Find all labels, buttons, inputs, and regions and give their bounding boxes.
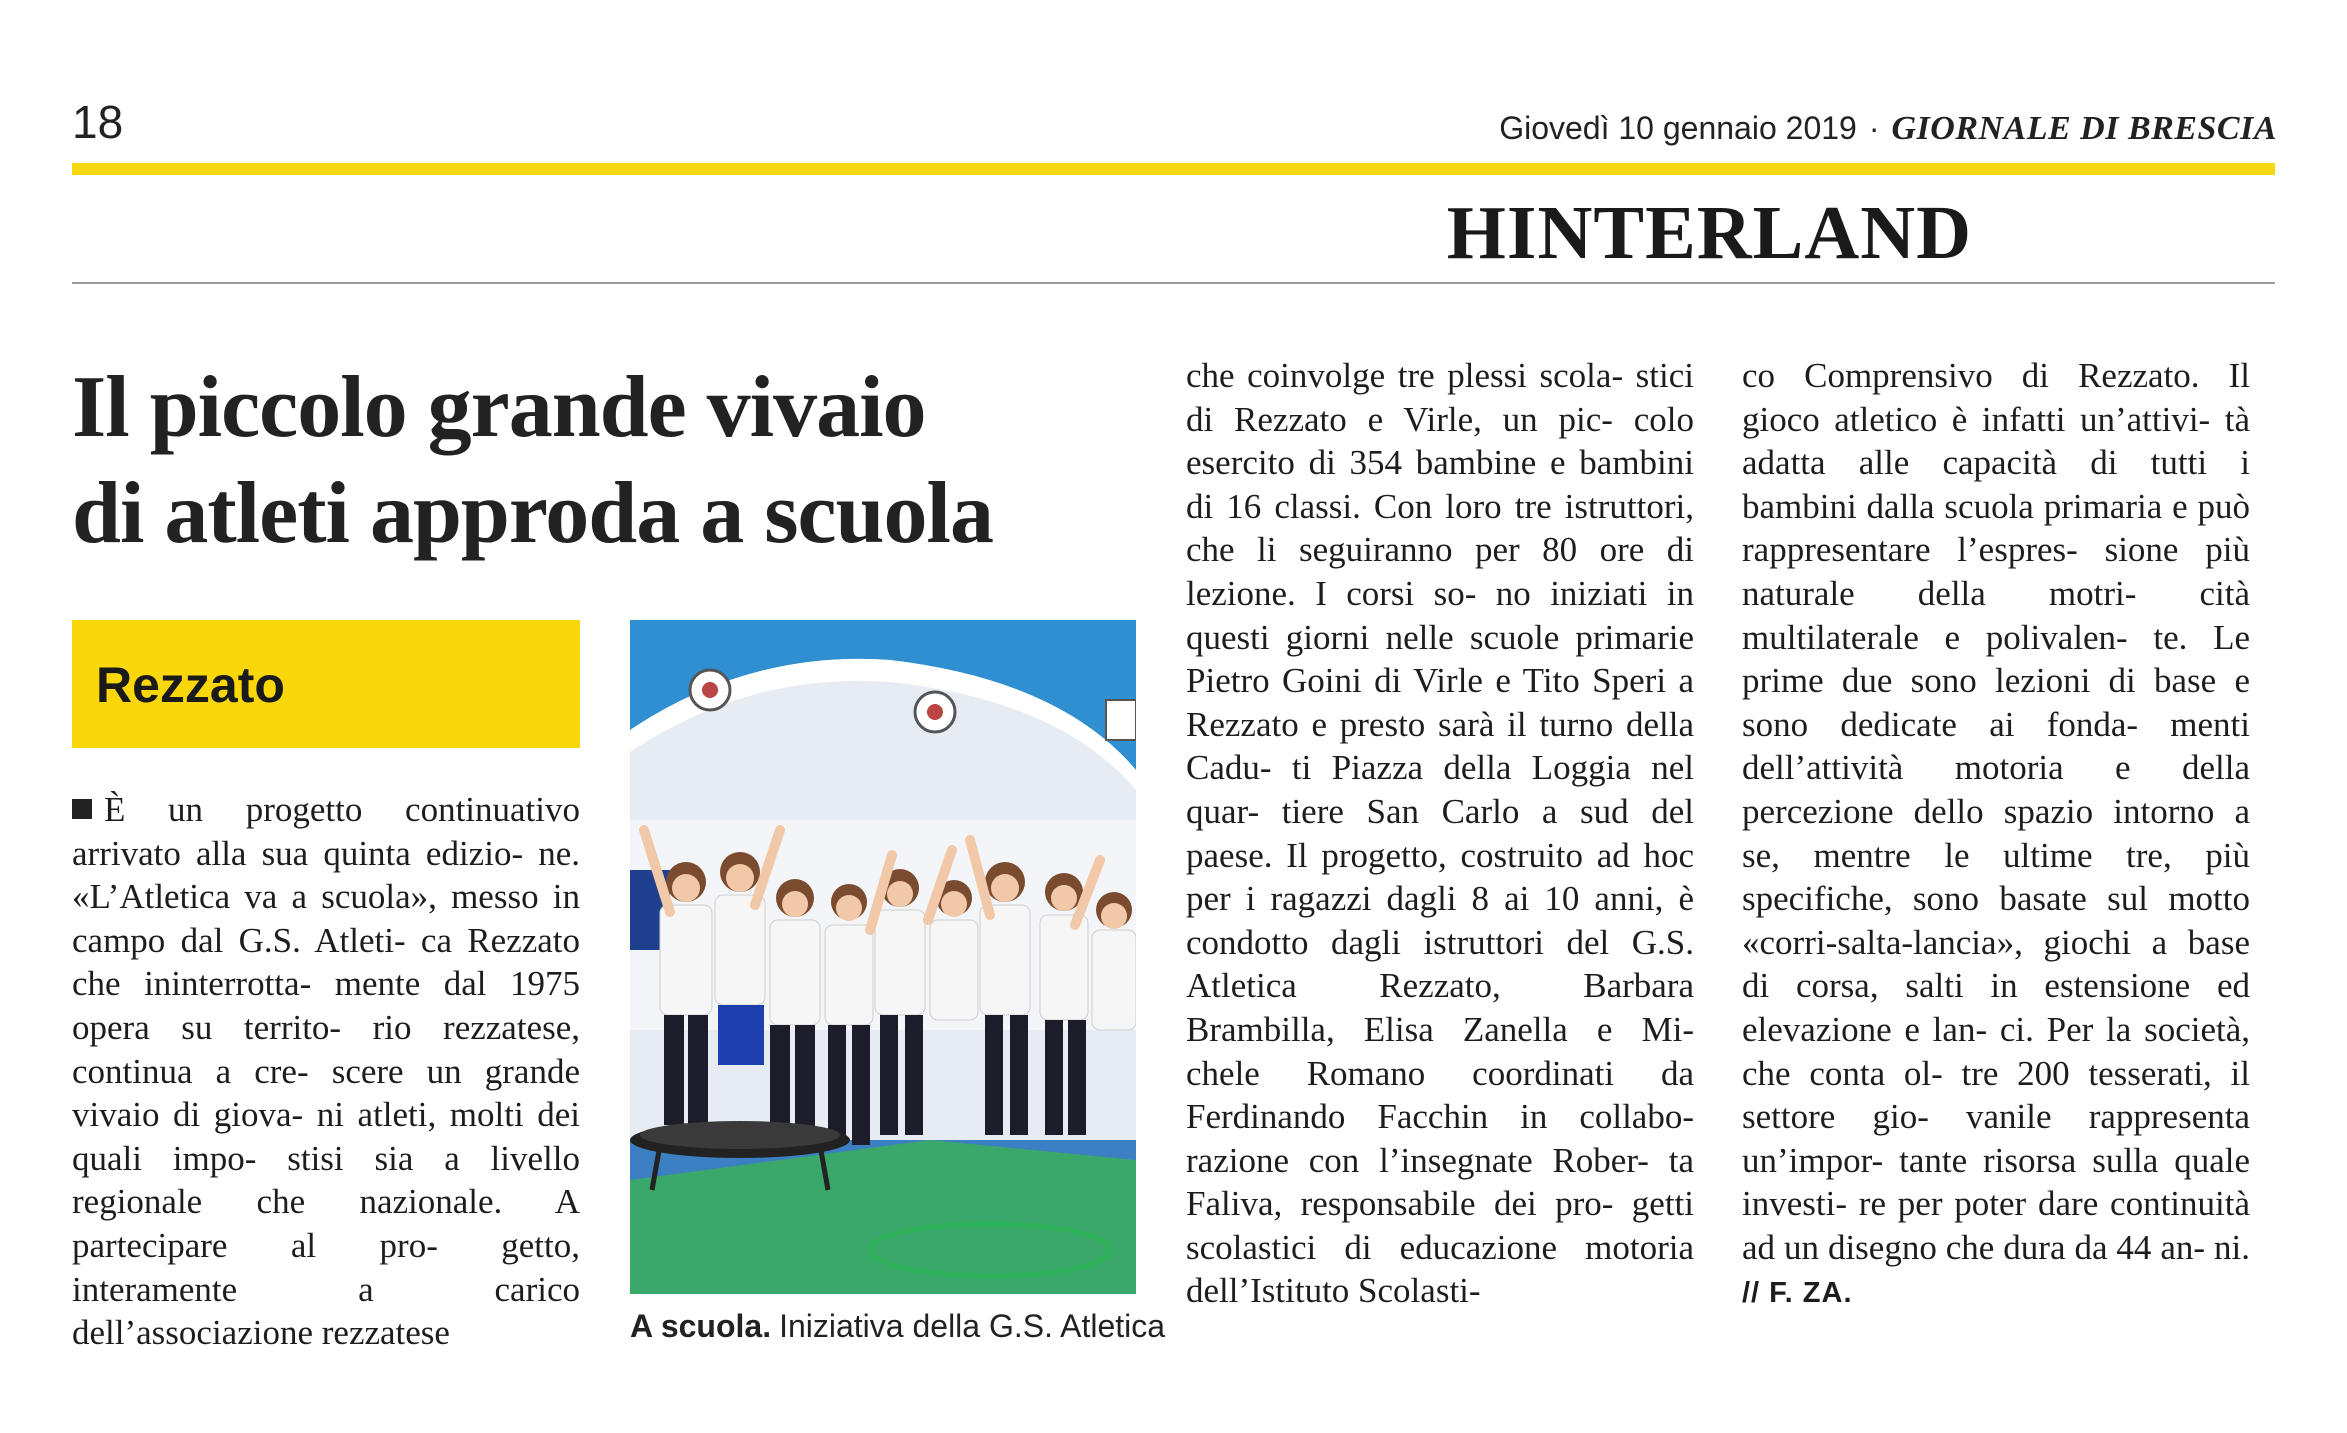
kicker-label: Rezzato	[96, 657, 285, 713]
paragraph-bullet-icon	[72, 799, 92, 819]
column-1-text: È un progetto continuativo arrivato alla sua quinta edizio- ne. «L’Atletica va a scuola», messo in campo dal G.S. Atleti- ca Rezzato che ininterrotta- mente dal 1975 opera su territo- rio rezzatese, continua a cre- scere un grande vivaio di giova- ni atleti, molti dei quali impo- stisi sia a livello regionale che nazionale. A partecipare al pro- getto, interamente a carico dell’associazione rezzatese	[72, 790, 580, 1353]
caption-bold: A scuola.	[630, 1308, 772, 1344]
photo-caption	[630, 1308, 1166, 1345]
article-column-1	[72, 788, 580, 1355]
caption-text: Iniziativa della G.S. Atletica	[779, 1308, 1166, 1344]
page-number: 18	[72, 96, 124, 148]
children-group-photo	[630, 620, 1136, 1294]
article-photo	[630, 620, 1136, 1294]
header-yellow-rule	[72, 163, 2275, 175]
date-separator: ·	[1868, 110, 1880, 146]
location-kicker	[72, 620, 580, 748]
issue-date: Giovedì 10 gennaio 2019	[1499, 110, 1857, 146]
newspaper-name: GIORNALE DI BRESCIA	[1891, 110, 2277, 147]
article-headline	[72, 355, 1132, 567]
date-line	[1499, 110, 2277, 148]
headline-line-2: di atleti approda a scuola	[72, 465, 993, 562]
author-signature: // F. ZA.	[1742, 1277, 1853, 1310]
column-4-text: co Comprensivo di Rezzato. Il gioco atletico è infatti un’attivi- tà adatta alle capacità di tutti i bambini dalla scuola primaria e può rappresentare l’espres- sione più naturale della motri- cità multilaterale e polivalen- te. Le prime due sono lezioni di base e sono dedicate ai fonda- menti dell’attività motoria e della percezione dello spazio intorno a se, mentre le ultime tre, più specifiche, sono basate sul motto «corri-salta-lancia», giochi a base di corsa, salti in estensione ed elevazione e lan- ci. Per la società, che conta ol- tre 200 tesserati, il settore gio- vanile rappresenta un’impor- tante risorsa sulla quale investi- re per poter dare continuità ad un disegno che dura da 44 an- ni.	[1742, 356, 2250, 1267]
section-title: HINTERLAND	[1446, 191, 1972, 275]
headline-line-1: Il piccolo grande vivaio	[72, 359, 926, 456]
section-divider	[72, 282, 2275, 284]
article-column-4	[1742, 354, 2250, 1316]
article-column-3: che coinvolge tre plessi scola- stici di Rezzato e Virle, un pic- colo esercito di 354 bambine e bambini di 16 classi. Con loro tre istruttori, che li seguiranno per 80 ore di lezione. I corsi so- no iniziati in questi giorni nelle scuole primarie Pietro Goini di Virle e Tito Speri a Rezzato e presto sarà il turno della Cadu- ti Piazza della Loggia nel quar- tiere San Carlo a sud del paese. Il progetto, costruito ad hoc per i ragazzi dagli 8 ai 10 anni, è condotto dagli istruttori del G.S. Atletica Rezzato, Barbara Brambilla, Elisa Zanella e Mi- chele Romano coordinati da Ferdinando Facchin in collabo- razione con l’insegnate Rober- ta Faliva, responsabile dei pro- getti scolastici di educazione motoria dell’Istituto Scolasti-	[1186, 356, 1694, 1311]
